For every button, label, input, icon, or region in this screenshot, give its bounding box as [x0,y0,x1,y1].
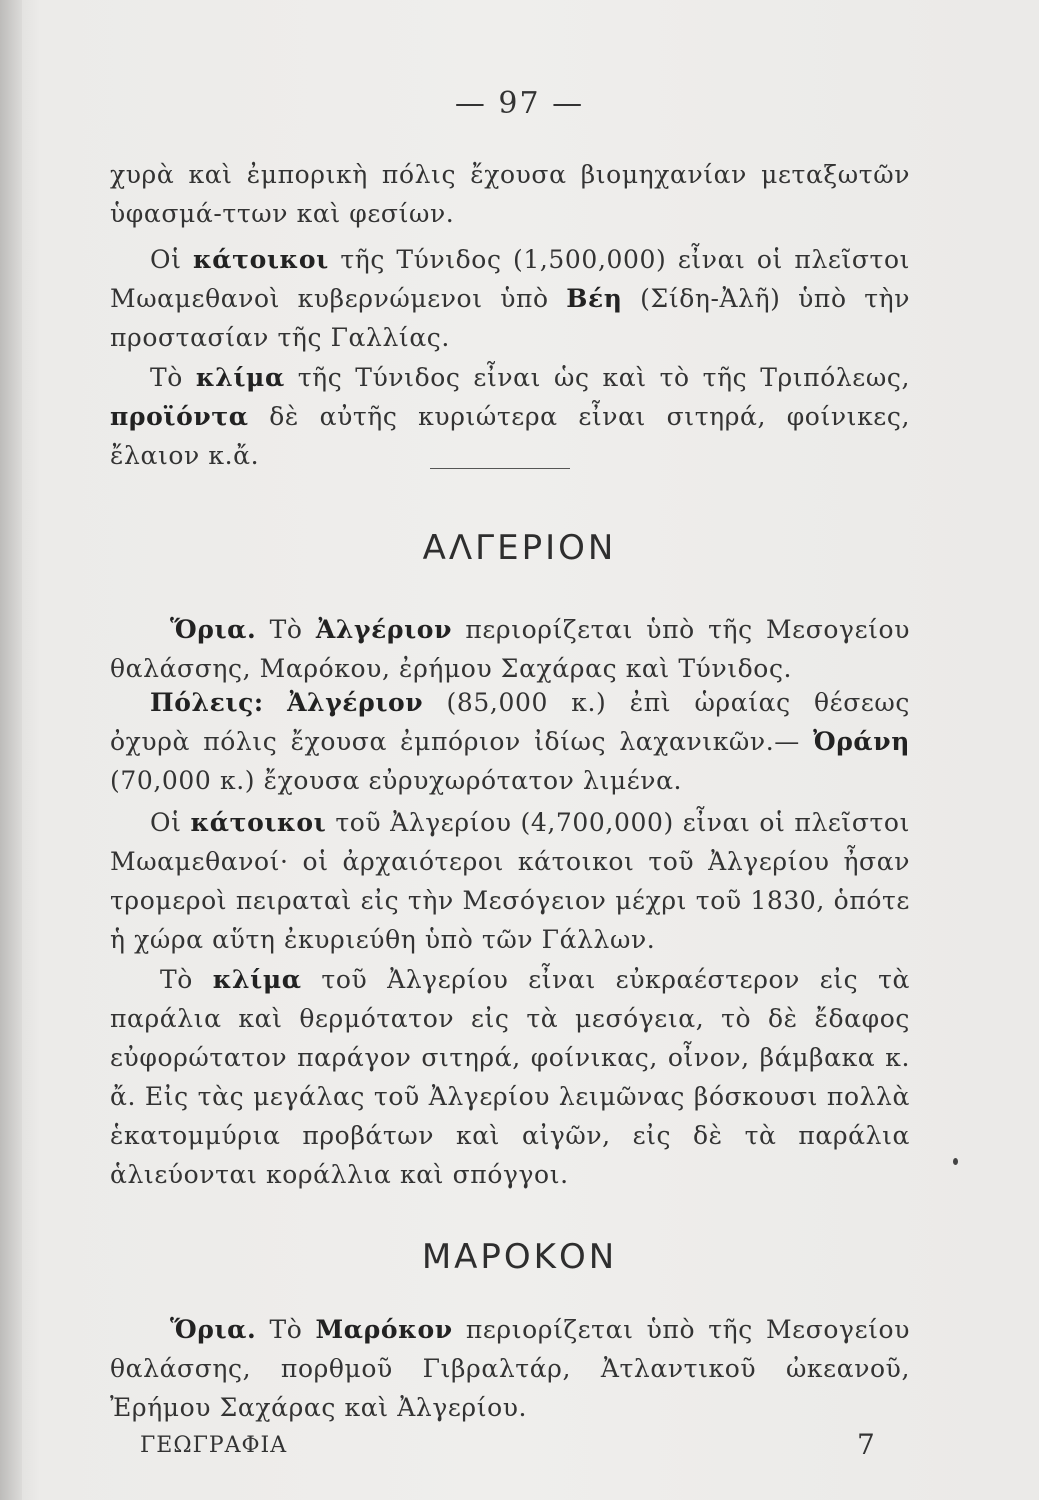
section-heading-algeria: ΑΛΓΕΡΙΟΝ [422,528,617,568]
ink-speck [953,1158,958,1165]
algeria-borders-paragraph: Ὅρια. Τὸ Ἀλγέριον περιορίζεται ὑπὸ τῆς Μεσογείου θαλάσσης, Μαρόκου, ἐρήμου Σαχάρας καὶ Τύνιδος. [110,615,910,683]
algeria-cities-paragraph: Πόλεις: Ἀλγέριον (85,000 κ.) ἐπὶ ὡραίας θέσεως ὀχυρὰ πόλις ἔχουσα ἐμπόριον ἰδίως λαχανικῶν.— Ὀράνη (70,000 κ.) ἔχουσα εὐρυχωρότατον λιμένα. [110,688,910,795]
section-divider [430,468,570,469]
printer-signature-number: 7 [857,1428,875,1461]
tunis-paragraph-3: Τὸ κλίμα τῆς Τύνιδος εἶναι ὡς καὶ τὸ τῆς Τριπόλεως, προϊόντα δὲ αὐτῆς κυριώτερα εἶναι σιτηρά, φοίνικες, ἔλαιον κ.ἄ. [110,363,910,470]
page-number: — 97 — [454,86,585,121]
section-heading-morocco: ΜΑΡΟΚΟΝ [421,1237,618,1277]
algeria-inhabitants-paragraph: Οἱ κάτοικοι τοῦ Ἀλγερίου (4,700,000) εἶναι οἱ πλεῖστοι Μωαμεθανοί· οἱ ἀρχαιότεροι κάτοικοι τοῦ Ἀλγερίου ἦσαν τρομεροὶ πειραταὶ εἰς τὴν Μεσόγειον μέχρι τοῦ 1830, ὁπότε ἡ χώρα αὕτη ἐκυριεύθη ὑπὸ τῶν Γάλλων. [110,808,910,954]
footer-signature-title: ΓΕΩΓΡΑΦΙΑ [140,1433,288,1458]
tunis-paragraph-1: χυρὰ καὶ ἐμπορικὴ πόλις ἔχουσα βιομηχανίαν μεταξωτῶν ὑφασμά-ττων καὶ φεσίων. [110,160,910,228]
morocco-borders-paragraph: Ὅρια. Τὸ Μαρόκον περιορίζεται ὑπὸ τῆς Μεσογείου θαλάσσης, πορθμοῦ Γιβραλτάρ, Ἀτλαντικοῦ ὠκεανοῦ, Ἐρήμου Σαχάρας καὶ Ἀλγερίου. [110,1315,910,1422]
algeria-climate-paragraph: Τὸ κλίμα τοῦ Ἀλγερίου εἶναι εὐκραέστερον εἰς τὰ παράλια καὶ θερμότατον εἰς τὰ μεσόγεια, τὸ δὲ ἔδαφος εὐφορώτατον παράγον σιτηρά, φοίνικας, οἶνον, βάμβακα κ. ἄ. Εἰς τὰς μεγάλας τοῦ Ἀλγερίου λειμῶνας βόσκουσι πολλὰ ἑκατομμύρια προβάτων καὶ αἰγῶν, εἰς δὲ τὰ παράλια ἁλιεύονται κοράλλια καὶ σπόγγοι. [110,965,910,1189]
tunis-paragraph-2: Οἱ κάτοικοι τῆς Τύνιδος (1,500,000) εἶναι οἱ πλεῖστοι Μωαμεθανοὶ κυβερνώμενοι ὑπὸ Βέη (Σίδη-Ἀλῆ) ὑπὸ τὴν προστασίαν τῆς Γαλλίας. [110,245,910,352]
